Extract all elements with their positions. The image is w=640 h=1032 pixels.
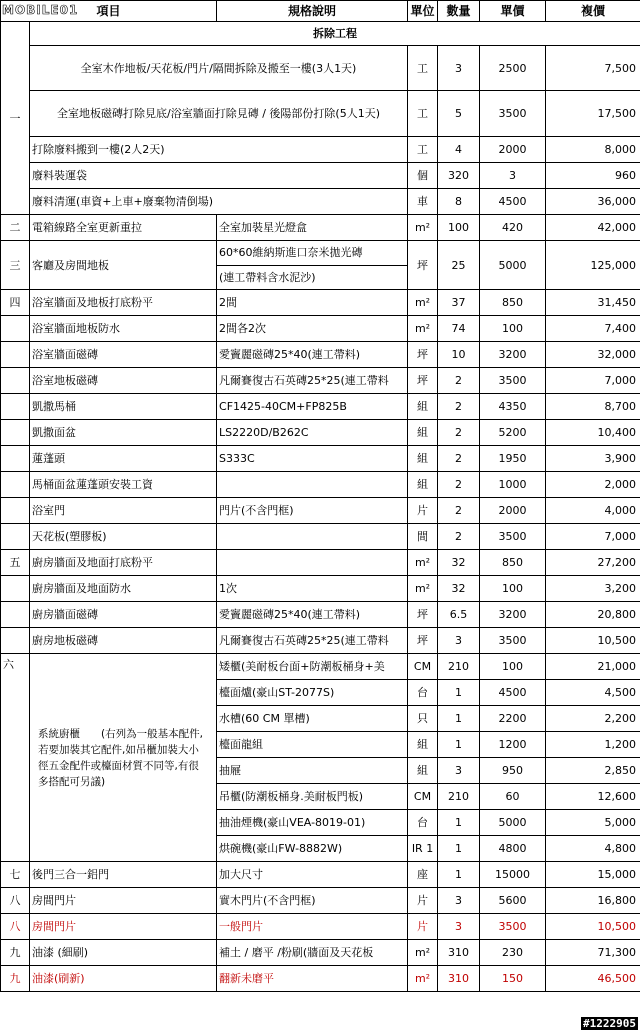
row-description: 浴室牆面及地板打底粉平: [30, 290, 217, 316]
table-row: [1, 342, 640, 368]
row-spec: CF1425-40CM+FP825B: [217, 394, 408, 420]
row-price: 100: [480, 316, 546, 342]
row-description: 油漆 (細刷): [30, 940, 217, 966]
row-price: 950: [480, 758, 546, 784]
row-qty: 3: [438, 758, 480, 784]
mobile01-logo: MOBILE01: [2, 3, 79, 17]
row-number: [1, 342, 30, 368]
row-total: 17,500: [546, 91, 640, 137]
row-total: 7,000: [546, 368, 640, 394]
row-price: 2000: [480, 137, 546, 163]
row-price: 1000: [480, 472, 546, 498]
row-qty: 10: [438, 342, 480, 368]
row-description: 廢料裝運袋: [30, 163, 408, 189]
row-spec: 2間: [217, 290, 408, 316]
row-total: 27,200: [546, 550, 640, 576]
row-number: [1, 628, 30, 654]
row-unit: 工: [408, 91, 438, 137]
row-qty: 210: [438, 784, 480, 810]
row-spec-line: 60*60維納斯進口奈米拋光磚: [217, 241, 407, 266]
table-row: [1, 91, 640, 137]
row-spec: 凡爾賽復古石英磚25*25(連工帶料: [217, 628, 408, 654]
row-spec: 愛竇麗磁磚25*40(連工帶料): [217, 342, 408, 368]
header-qty: 數量: [438, 1, 480, 22]
table-row: [1, 189, 640, 215]
row-price: 1950: [480, 446, 546, 472]
row-total: 8,000: [546, 137, 640, 163]
table-row: [1, 498, 640, 524]
row-total: 4,800: [546, 836, 640, 862]
header-item: 項目: [1, 1, 217, 22]
row-number: [1, 576, 30, 602]
row-qty: 32: [438, 576, 480, 602]
row-price: 100: [480, 576, 546, 602]
row-qty: 3: [438, 628, 480, 654]
row-price: 4350: [480, 394, 546, 420]
row-number: 九: [1, 940, 30, 966]
row-total: 8,700: [546, 394, 640, 420]
row-unit: 座: [408, 862, 438, 888]
row-price: 1200: [480, 732, 546, 758]
row-spec: 水槽(60 CM 單槽): [217, 706, 408, 732]
table-row: [1, 215, 640, 241]
row-qty: 1: [438, 862, 480, 888]
row-price: 2500: [480, 46, 546, 91]
table-row: [1, 290, 640, 316]
row-number: [1, 498, 30, 524]
row-price: 60: [480, 784, 546, 810]
row-spec: [217, 472, 408, 498]
row-qty: 310: [438, 966, 480, 992]
row-number: 七: [1, 862, 30, 888]
row-total: 21,000: [546, 654, 640, 680]
row-price: 420: [480, 215, 546, 241]
row-qty: 1: [438, 706, 480, 732]
row-qty: 1: [438, 732, 480, 758]
row-description: 廚房牆面及地面打底粉平: [30, 550, 217, 576]
table-row: [1, 524, 640, 550]
row-unit: 台: [408, 680, 438, 706]
row-number: [1, 602, 30, 628]
row-description: 廚房牆面磁磚: [30, 602, 217, 628]
row-qty: 1: [438, 836, 480, 862]
row-unit: m²: [408, 550, 438, 576]
row-unit: 組: [408, 758, 438, 784]
row-spec: 矮櫃(美耐板台面+防潮板桶身+美: [217, 654, 408, 680]
table-row: [1, 914, 640, 940]
row-number: 六: [1, 654, 30, 862]
row-qty: 2: [438, 368, 480, 394]
table-row: [1, 420, 640, 446]
row-total: 32,000: [546, 342, 640, 368]
row-total: 16,800: [546, 888, 640, 914]
header-unit: 單位: [408, 1, 438, 22]
row-spec: 全室加裝星光燈盒: [217, 215, 408, 241]
row-spec: S333C: [217, 446, 408, 472]
row-price: 230: [480, 940, 546, 966]
row-spec: 檯面龍組: [217, 732, 408, 758]
row-spec: 凡爾賽復古石英磚25*25(連工帶料: [217, 368, 408, 394]
row-qty: 37: [438, 290, 480, 316]
row-unit: 台: [408, 810, 438, 836]
table-row: [1, 472, 640, 498]
row-number: [1, 446, 30, 472]
row-description: 全室木作地板/天花板/門片/隔間拆除及搬至一樓(3人1天): [30, 46, 408, 91]
row-description: 廢料清運(車資+上車+廢棄物清倒場): [30, 189, 408, 215]
row-number: 八: [1, 914, 30, 940]
row-unit: CM: [408, 654, 438, 680]
row-unit: m²: [408, 316, 438, 342]
header-price: 單價: [480, 1, 546, 22]
row-price: 2200: [480, 706, 546, 732]
row-spec: 烘碗機(豪山FW-8882W): [217, 836, 408, 862]
row-price: 3200: [480, 602, 546, 628]
row-price: 3500: [480, 368, 546, 394]
row-spec: [217, 550, 408, 576]
row-total: 3,900: [546, 446, 640, 472]
row-total: 125,000: [546, 241, 640, 290]
row-unit: 工: [408, 137, 438, 163]
table-row: [1, 46, 640, 91]
section-title: 拆除工程: [30, 22, 640, 46]
row-qty: 5: [438, 91, 480, 137]
header-spec: 規格說明: [217, 1, 408, 22]
table-row: [1, 368, 640, 394]
row-unit: 片: [408, 914, 438, 940]
row-qty: 100: [438, 215, 480, 241]
row-spec-line: (連工帶料含水泥沙): [219, 271, 316, 284]
row-number: [1, 316, 30, 342]
row-unit: 組: [408, 472, 438, 498]
row-total: 7,500: [546, 46, 640, 91]
row-unit: 坪: [408, 368, 438, 394]
row-spec: [217, 524, 408, 550]
row-qty: 3: [438, 914, 480, 940]
row-qty: 2: [438, 498, 480, 524]
row-number: [1, 524, 30, 550]
row-number: [1, 472, 30, 498]
row-total: 15,000: [546, 862, 640, 888]
table-row: [1, 862, 640, 888]
row-number: [1, 368, 30, 394]
row-spec: 實木門片(不含門框): [217, 888, 408, 914]
row-unit: CM: [408, 784, 438, 810]
row-qty: 3: [438, 46, 480, 91]
table-row: [1, 241, 640, 290]
row-unit: 間: [408, 524, 438, 550]
row-unit: 個: [408, 163, 438, 189]
row-spec: 抽油煙機(豪山VEA-8019-01): [217, 810, 408, 836]
table-row: [1, 394, 640, 420]
row-price: 2000: [480, 498, 546, 524]
row-total: 2,850: [546, 758, 640, 784]
row-total: 3,200: [546, 576, 640, 602]
table-row: [1, 966, 640, 992]
row-spec: 檯面爐(豪山ST-2077S): [217, 680, 408, 706]
row-total: 31,450: [546, 290, 640, 316]
row-qty: 3: [438, 888, 480, 914]
table-row: [1, 628, 640, 654]
row-price: 3500: [480, 914, 546, 940]
row-qty: 8: [438, 189, 480, 215]
row-unit: m²: [408, 966, 438, 992]
row-description: 電箱線路全室更新重拉: [30, 215, 217, 241]
row-number: 二: [1, 215, 30, 241]
row-spec: 吊櫃(防潮板桶身.美耐板門板): [217, 784, 408, 810]
row-number: 三: [1, 241, 30, 290]
row-total: 960: [546, 163, 640, 189]
row-qty: 1: [438, 810, 480, 836]
row-description: 馬桶面盆蓮蓬頭安裝工資: [30, 472, 217, 498]
row-qty: 320: [438, 163, 480, 189]
row-total: 12,600: [546, 784, 640, 810]
table-row: [1, 576, 640, 602]
row-qty: 310: [438, 940, 480, 966]
row-unit: 坪: [408, 342, 438, 368]
row-qty: 1: [438, 680, 480, 706]
row-price: 15000: [480, 862, 546, 888]
table-row: [1, 550, 640, 576]
row-spec: 1次: [217, 576, 408, 602]
row-description: 房間門片: [30, 888, 217, 914]
row-total: 7,000: [546, 524, 640, 550]
row-qty: 6.5: [438, 602, 480, 628]
row-description: 浴室牆面地板防水: [30, 316, 217, 342]
row-description: 浴室牆面磁磚: [30, 342, 217, 368]
row-qty: 32: [438, 550, 480, 576]
row-total: 10,400: [546, 420, 640, 446]
row-qty: 25: [438, 241, 480, 290]
row-total: 1,200: [546, 732, 640, 758]
row-spec: 抽屜: [217, 758, 408, 784]
row-qty: 2: [438, 394, 480, 420]
row-unit: 工: [408, 46, 438, 91]
row-price: 3: [480, 163, 546, 189]
row-spec: [217, 241, 408, 290]
row-total: 20,800: [546, 602, 640, 628]
row-price: 5000: [480, 241, 546, 290]
row-price: 3200: [480, 342, 546, 368]
row-unit: 片: [408, 498, 438, 524]
row-spec: 補土 / 磨平 /粉刷(牆面及天花板: [217, 940, 408, 966]
row-unit: 組: [408, 446, 438, 472]
table-row: [1, 654, 640, 680]
table-row: [1, 888, 640, 914]
header-total: 複價: [546, 1, 640, 22]
row-description: 油漆(刷新): [30, 966, 217, 992]
row-qty: 4: [438, 137, 480, 163]
row-price: 4500: [480, 189, 546, 215]
row-unit: 只: [408, 706, 438, 732]
row-number: 一: [1, 22, 30, 215]
table-row: [1, 602, 640, 628]
table-row: [1, 137, 640, 163]
row-number: 四: [1, 290, 30, 316]
row-unit: IR 1: [408, 836, 438, 862]
row-price: 100: [480, 654, 546, 680]
row-price: 3500: [480, 628, 546, 654]
row-qty: 2: [438, 524, 480, 550]
row-total: 2,000: [546, 472, 640, 498]
row-unit: 坪: [408, 602, 438, 628]
row-unit: 組: [408, 420, 438, 446]
row-number: [1, 394, 30, 420]
table-row: [1, 446, 640, 472]
header-row: [1, 1, 640, 22]
row-total: 42,000: [546, 215, 640, 241]
section-row: [1, 22, 640, 46]
table-row: [1, 940, 640, 966]
row-total: 10,500: [546, 628, 640, 654]
row-description: 房間門片: [30, 914, 217, 940]
row-price: 850: [480, 550, 546, 576]
row-qty: 2: [438, 446, 480, 472]
row-number: 八: [1, 888, 30, 914]
row-spec: LS2220D/B262C: [217, 420, 408, 446]
row-qty: 2: [438, 420, 480, 446]
row-price: 5000: [480, 810, 546, 836]
row-description: 浴室地板磁磚: [30, 368, 217, 394]
table-row: [1, 316, 640, 342]
row-total: 4,000: [546, 498, 640, 524]
row-total: 71,300: [546, 940, 640, 966]
row-unit: m²: [408, 215, 438, 241]
row-price: 5200: [480, 420, 546, 446]
row-number: 九: [1, 966, 30, 992]
kitchen-description: 系統廚櫃 (右列為一般基本配件,若要加裝其它配件,如吊櫃加裝大小徑五金配件或檯面材質不同等,有很多搭配可另議): [30, 654, 217, 862]
row-unit: 組: [408, 394, 438, 420]
post-watermark: #1222905: [583, 1017, 636, 1030]
row-unit: m²: [408, 576, 438, 602]
row-price: 3500: [480, 91, 546, 137]
row-price: 5600: [480, 888, 546, 914]
row-description: 蓮蓬頭: [30, 446, 217, 472]
row-qty: 74: [438, 316, 480, 342]
row-description: 客廳及房間地板: [30, 241, 217, 290]
row-total: 5,000: [546, 810, 640, 836]
row-spec: 翻新未磨平: [217, 966, 408, 992]
row-description: 廚房牆面及地面防水: [30, 576, 217, 602]
row-spec: 2間各2次: [217, 316, 408, 342]
row-description: 凱撒面盆: [30, 420, 217, 446]
row-description: 凱撒馬桶: [30, 394, 217, 420]
row-total: 36,000: [546, 189, 640, 215]
row-description: 浴室門: [30, 498, 217, 524]
row-price: 3500: [480, 524, 546, 550]
row-spec: 門片(不含門框): [217, 498, 408, 524]
row-description: 廚房地板磁磚: [30, 628, 217, 654]
row-total: 2,200: [546, 706, 640, 732]
row-spec: 一般門片: [217, 914, 408, 940]
row-qty: 210: [438, 654, 480, 680]
row-total: 46,500: [546, 966, 640, 992]
row-description: 打除廢料搬到一樓(2人2天): [30, 137, 408, 163]
row-unit: m²: [408, 940, 438, 966]
row-price: 150: [480, 966, 546, 992]
row-price: 4500: [480, 680, 546, 706]
row-description: 全室地板磁磚打除見底/浴室牆面打除見磚 / 後陽部份打除(5人1天): [30, 91, 408, 137]
row-spec: 愛竇麗磁磚25*40(連工帶料): [217, 602, 408, 628]
row-unit: m²: [408, 290, 438, 316]
row-qty: 2: [438, 472, 480, 498]
table-row: [1, 163, 640, 189]
row-description: 後門三合一鋁門: [30, 862, 217, 888]
row-total: 7,400: [546, 316, 640, 342]
row-price: 850: [480, 290, 546, 316]
row-total: 10,500: [546, 914, 640, 940]
row-spec: 加大尺寸: [217, 862, 408, 888]
row-unit: 坪: [408, 628, 438, 654]
row-description: 天花板(塑膠板): [30, 524, 217, 550]
row-number: [1, 420, 30, 446]
row-unit: 組: [408, 732, 438, 758]
row-number: 五: [1, 550, 30, 576]
row-unit: 片: [408, 888, 438, 914]
row-total: 4,500: [546, 680, 640, 706]
row-unit: 車: [408, 189, 438, 215]
row-unit: 坪: [408, 241, 438, 290]
row-price: 4800: [480, 836, 546, 862]
